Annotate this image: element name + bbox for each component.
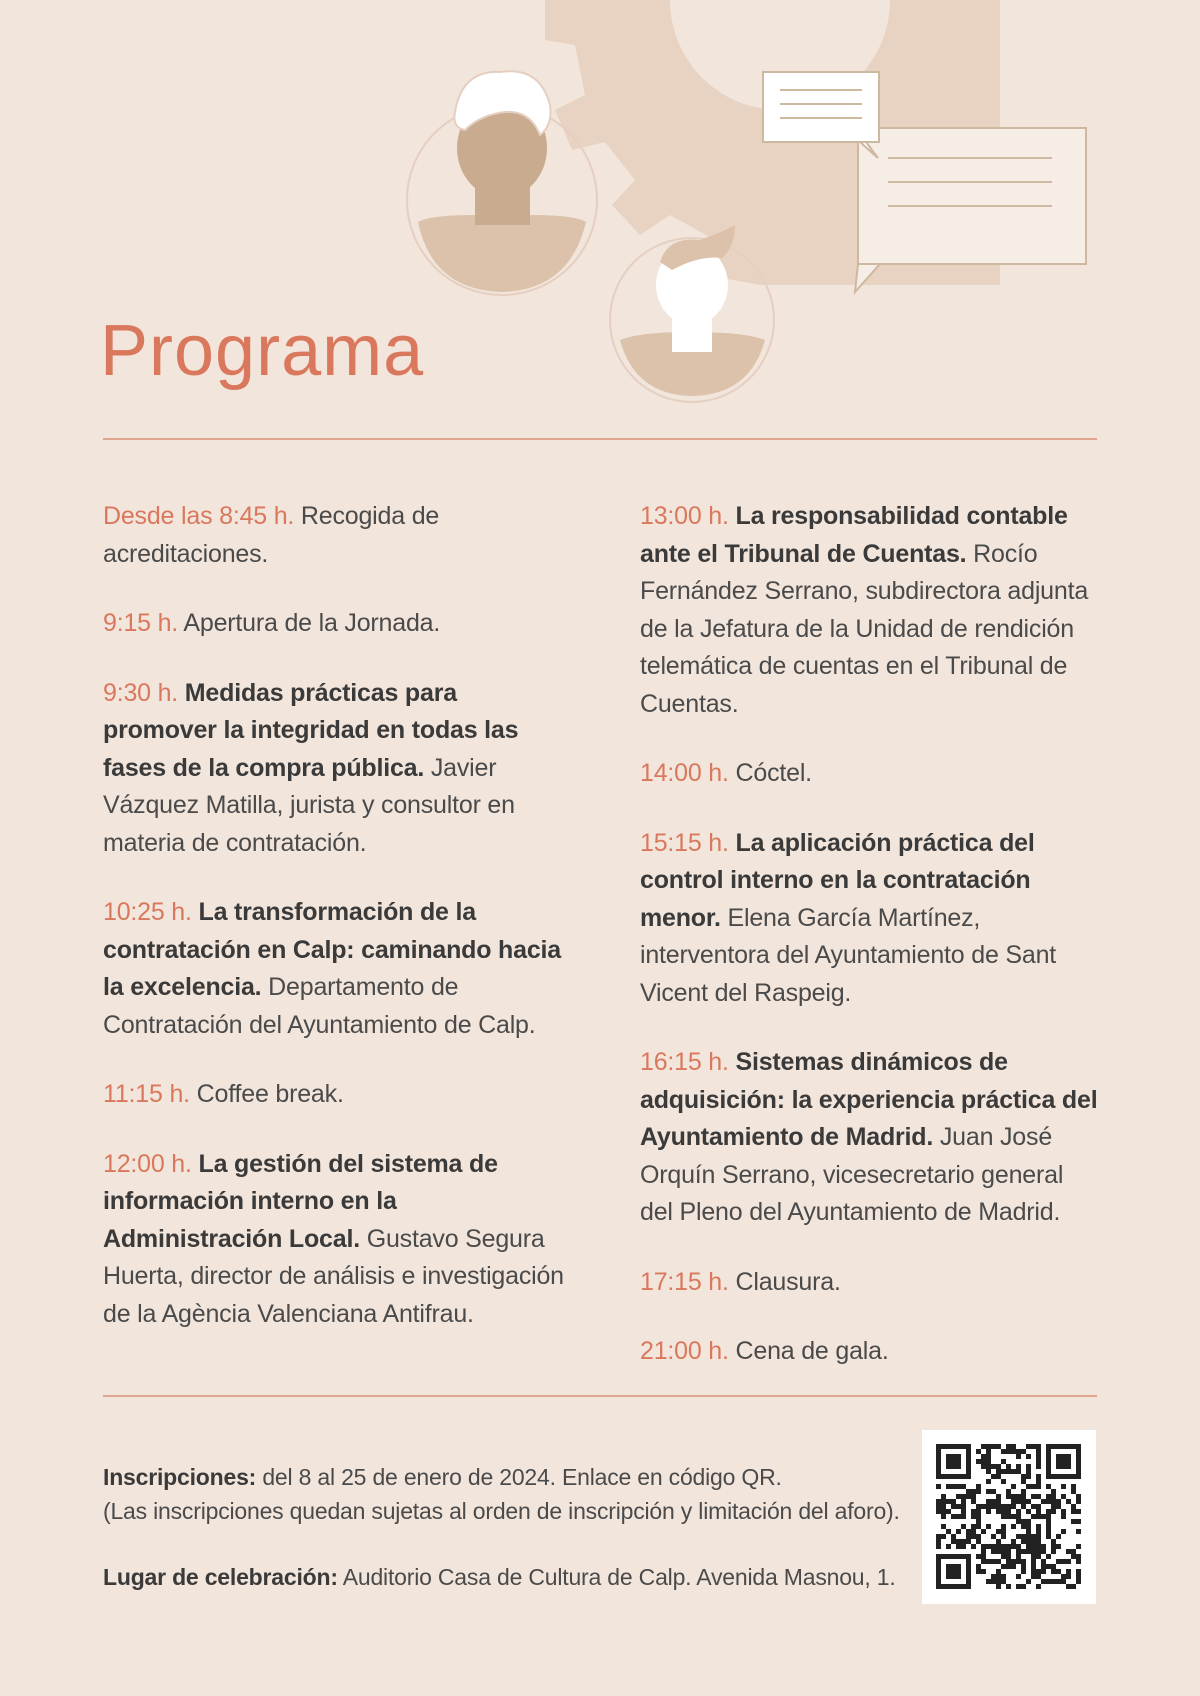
divider — [103, 438, 1097, 440]
entry-title: La transformación de la contratación en Calp: caminando hacia la excelencia. — [103, 898, 561, 1001]
schedule-entry — [640, 755, 1100, 793]
schedule-entry — [103, 498, 573, 573]
schedule-entry — [640, 1044, 1100, 1232]
entry-text: Gustavo Segura Huerta, director de análisis e investigación de la Agència Valenciana Antifrau. — [103, 1224, 564, 1328]
entry-text: Clausura. — [728, 1267, 841, 1296]
schedule-entry — [103, 894, 573, 1044]
entry-text: Cena de gala. — [728, 1337, 889, 1365]
schedule-entry — [103, 1146, 573, 1334]
entry-text: Apertura de la Jornada. — [178, 609, 441, 637]
entry-time: 10:25 h. — [103, 898, 192, 926]
entry-title: Sistemas dinámicos de adquisición: la experiencia práctica del Ayuntamiento de Madrid. — [640, 1048, 1098, 1151]
venue-info — [103, 1560, 923, 1594]
venue-label: Lugar de celebración: — [103, 1564, 338, 1590]
entry-time: 15:15 h. — [640, 828, 729, 857]
registration-text: del 8 al 25 de enero de 2024. Enlace en código QR. — [256, 1464, 782, 1490]
entry-text: Javier Vázquez Matilla, jurista y consultor en materia de contratación. — [103, 753, 515, 857]
entry-time: 17:15 h. — [640, 1267, 729, 1296]
entry-time: 9:30 h. — [103, 678, 179, 707]
divider — [103, 1395, 1097, 1397]
page-title: Programa — [100, 311, 425, 391]
schedule-entry — [640, 1333, 1100, 1371]
entry-time: 13:00 h. — [640, 502, 729, 530]
schedule-left-column — [103, 498, 573, 1365]
entry-time: 14:00 h. — [640, 759, 729, 787]
entry-time: Desde las 8:45 h. — [103, 502, 295, 530]
entry-title: La responsabilidad contable ante el Tribunal de Cuentas. — [640, 502, 1068, 568]
registration-label: Inscripciones: — [103, 1464, 257, 1490]
entry-text: Juan José Orquín Serrano, vicesecretario general del Pleno del Ayuntamiento de Madrid. — [640, 1123, 1064, 1226]
entry-text: Rocío Fernández Serrano, subdirectora adjunta de la Jefatura de la Unidad de rendición telemática de cuentas en el Tribunal de Cuentas. — [640, 539, 1089, 718]
registration-note: (Las inscripciones quedan sujetas al orden de inscripción y limitación del aforo). — [103, 1498, 900, 1524]
qr-code-icon — [922, 1430, 1096, 1604]
entry-text: Elena García Martínez, interventora del Ayuntamiento de Sant Vicent del Raspeig. — [640, 903, 1057, 1007]
entry-text: Coffee break. — [189, 1080, 344, 1108]
entry-title: La gestión del sistema de información interno en la Administración Local. — [103, 1149, 498, 1253]
entry-title: Medidas prácticas para promover la integridad en todas las fases de la compra pública. — [103, 678, 519, 782]
registration-info — [103, 1460, 923, 1494]
entry-text: Departamento de Contratación del Ayuntamiento de Calp. — [103, 973, 536, 1039]
entry-time: 9:15 h. — [103, 609, 179, 637]
entry-title: La aplicación práctica del control interno en la contratación menor. — [640, 828, 1035, 932]
schedule-entry — [103, 605, 573, 643]
schedule-right-column — [640, 498, 1100, 1403]
schedule-entry — [103, 1076, 573, 1114]
schedule-entry — [640, 498, 1100, 723]
entry-time: 16:15 h. — [640, 1048, 729, 1076]
schedule-entry — [640, 1264, 1100, 1302]
entry-text: Cóctel. — [728, 759, 812, 787]
schedule-entry — [640, 825, 1100, 1013]
footer-info — [103, 1460, 923, 1594]
entry-time: 21:00 h. — [640, 1337, 729, 1365]
entry-text: Recogida de acreditaciones. — [103, 502, 440, 568]
entry-time: 11:15 h. — [103, 1080, 190, 1108]
venue-text: Auditorio Casa de Cultura de Calp. Avenida Masnou, 1. — [337, 1564, 896, 1590]
entry-time: 12:00 h. — [103, 1149, 192, 1178]
qr-code[interactable] — [922, 1430, 1096, 1604]
schedule-entry — [103, 675, 573, 863]
